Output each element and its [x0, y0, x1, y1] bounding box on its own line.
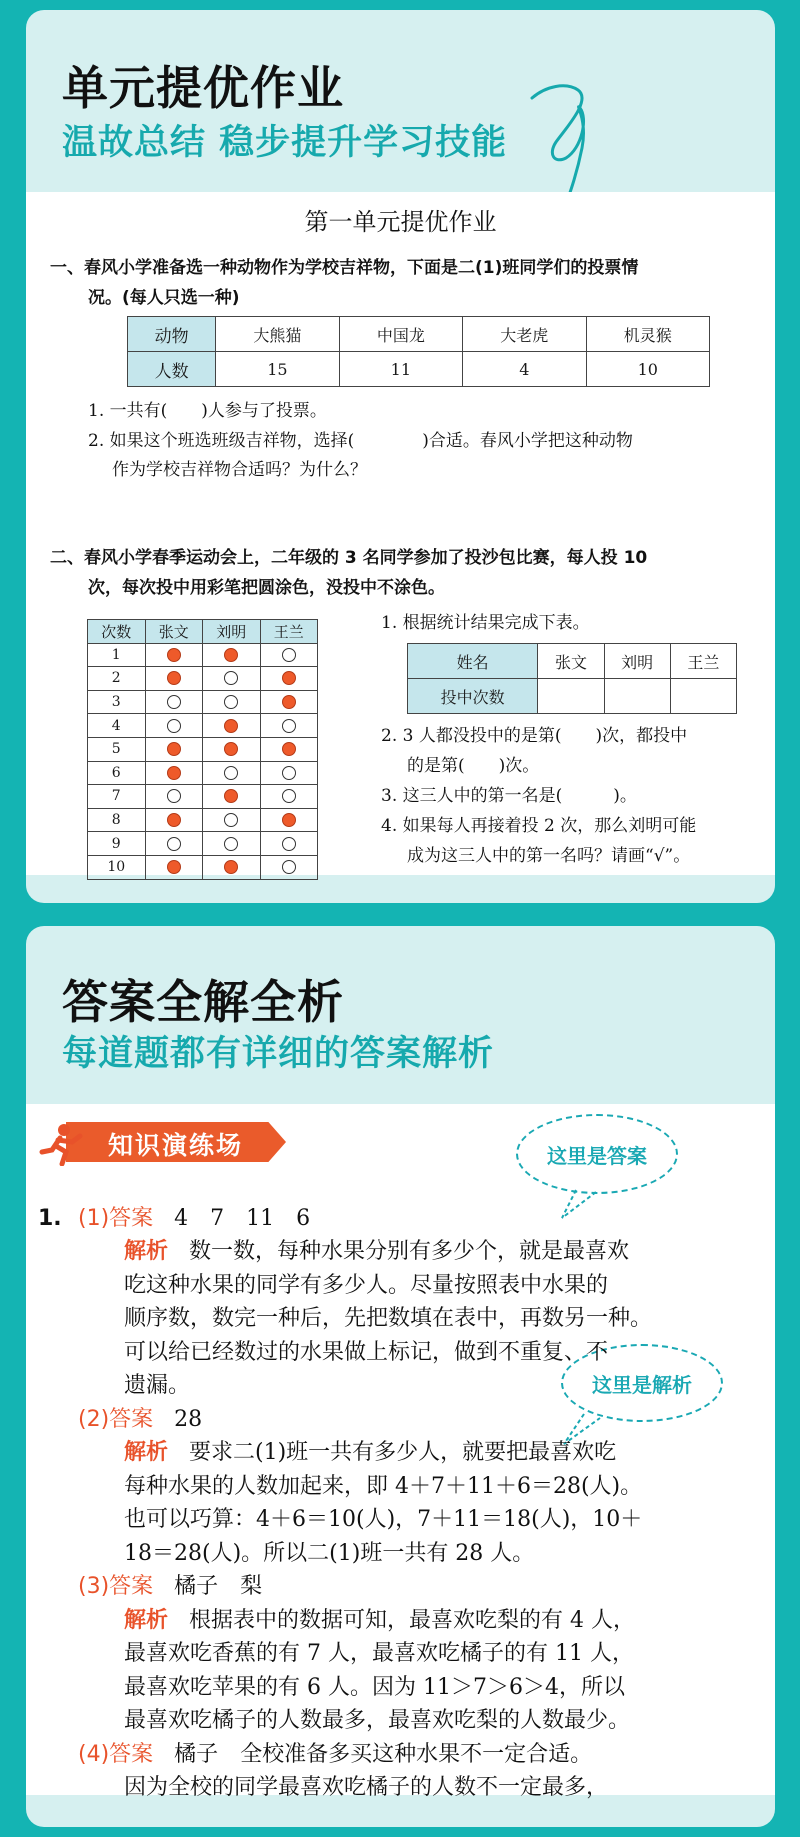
card-title: 单元提优作业 — [62, 61, 344, 115]
analysis-line: 最喜欢吃橘子的人数最多，最喜欢吃梨的人数最少。 — [124, 1708, 631, 1733]
miss-circle-icon — [224, 813, 238, 827]
analysis-line: 遗漏。 — [124, 1373, 191, 1398]
problem-number: 1. — [38, 1206, 62, 1231]
miss-circle-icon — [224, 837, 238, 851]
throw-mark-cell — [145, 690, 203, 714]
analysis-line: 也可以巧算：4＋6＝10(人)，7＋11＝18(人)，10＋ — [124, 1507, 643, 1532]
card-title: 答案全解全析 — [62, 975, 344, 1029]
analysis-line: 每种水果的人数加起来，即 4＋7＋11＋6＝28(人)。 — [124, 1474, 643, 1499]
throw-number-cell: 5 — [88, 737, 146, 761]
throw-mark-cell — [260, 832, 318, 856]
q1-line2: 况。(每人只选一种) — [88, 288, 240, 308]
throw-mark-cell — [203, 643, 261, 667]
miss-circle-icon — [167, 837, 181, 851]
result-name-cell: 张文 — [538, 644, 604, 679]
q1-sub2b: 作为学校吉祥物合适吗？为什么？ — [112, 460, 367, 480]
miss-circle-icon — [224, 695, 238, 709]
miss-circle-icon — [282, 648, 296, 662]
miss-circle-icon — [224, 671, 238, 685]
card-header — [26, 10, 775, 192]
throw-mark-cell — [203, 832, 261, 856]
hit-circle-icon — [167, 648, 181, 662]
throw-mark-cell — [145, 643, 203, 667]
throw-number-cell: 10 — [88, 855, 146, 879]
section-banner — [38, 1122, 298, 1162]
part2-analysis-row — [124, 1436, 616, 1470]
hit-circle-icon — [224, 742, 238, 756]
throw-number-cell: 6 — [88, 761, 146, 785]
throw-mark-cell — [203, 785, 261, 809]
hit-circle-icon — [224, 860, 238, 874]
vote-count-cell: 4 — [463, 352, 586, 387]
part1-label: (1)答案 — [78, 1206, 154, 1231]
miss-circle-icon — [282, 719, 296, 733]
analysis-line: 最喜欢吃苹果的有 6 人。因为 11＞7＞6＞4，所以 — [124, 1675, 625, 1700]
miss-circle-icon — [224, 766, 238, 780]
throw-row — [88, 714, 318, 738]
vote-count-cell: 15 — [216, 352, 339, 387]
throw-mark-cell — [145, 855, 203, 879]
throw-row — [88, 667, 318, 691]
card-unit-homework — [26, 10, 775, 903]
hit-circle-icon — [167, 742, 181, 756]
banner-label: 知识演练场 — [108, 1131, 244, 1160]
worksheet-paper — [26, 192, 775, 875]
throw-row — [88, 808, 318, 832]
part4-label: (4)答案 — [78, 1742, 154, 1767]
throw-header-cell: 次数 — [88, 620, 146, 644]
hit-circle-icon — [167, 813, 181, 827]
throw-mark-cell — [145, 714, 203, 738]
part3-answer-row — [78, 1570, 262, 1604]
throw-mark-cell — [203, 667, 261, 691]
vote-animal-cell: 大老虎 — [463, 317, 586, 352]
throw-row — [88, 643, 318, 667]
result-header-cell: 投中次数 — [408, 679, 538, 714]
analysis-label: 解析 — [124, 1608, 169, 1633]
card-answer-analysis — [26, 926, 775, 1827]
part2-answer-row — [78, 1403, 202, 1437]
throw-mark-cell — [203, 855, 261, 879]
q2-sub3: 3. 这三人中的第一名是( )。 — [381, 786, 637, 806]
throw-number-cell: 4 — [88, 714, 146, 738]
throw-number-cell: 3 — [88, 690, 146, 714]
throw-number-cell: 8 — [88, 808, 146, 832]
hit-circle-icon — [282, 813, 296, 827]
throw-mark-cell — [203, 737, 261, 761]
analysis-line: 可以给已经数过的水果做上标记，做到不重复、不 — [124, 1340, 609, 1365]
card-subtitle: 每道题都有详细的答案解析 — [62, 1034, 495, 1074]
miss-circle-icon — [282, 766, 296, 780]
throw-header-cell: 张文 — [145, 620, 203, 644]
throw-row — [88, 832, 318, 856]
throw-number-cell: 9 — [88, 832, 146, 856]
miss-circle-icon — [167, 695, 181, 709]
analysis-line: 要求二(1)班一共有多少人，就要把最喜欢吃 — [189, 1440, 617, 1465]
throw-mark-cell — [260, 643, 318, 667]
result-table — [407, 643, 737, 714]
analysis-label: 解析 — [124, 1440, 169, 1465]
analysis-line: 吃这种水果的同学有多少人。尽量按照表中水果的 — [124, 1273, 609, 1298]
card-subtitle: 温故总结 稳步提升学习技能 — [62, 123, 508, 163]
vote-animal-cell: 机灵猴 — [586, 317, 709, 352]
analysis-line: 因为全校的同学最喜欢吃橘子的人数不一定最多， — [124, 1775, 609, 1800]
throw-mark-cell — [260, 785, 318, 809]
throw-header-cell: 王兰 — [260, 620, 318, 644]
answer-paper — [26, 1104, 775, 1800]
throw-mark-cell — [203, 690, 261, 714]
q2-sub4a: 4. 如果每人再接着投 2 次，那么刘明可能 — [381, 816, 697, 836]
throw-mark-cell — [260, 667, 318, 691]
throw-mark-cell — [145, 808, 203, 832]
q1-sub1: 1. 一共有( )人参与了投票。 — [88, 401, 327, 421]
hit-circle-icon — [282, 695, 296, 709]
hit-circle-icon — [224, 648, 238, 662]
part1-answer: 4 7 11 6 — [174, 1206, 311, 1231]
throw-header-cell: 刘明 — [203, 620, 261, 644]
q1-sub2a: 2. 如果这个班选班级吉祥物，选择( )合适。春风小学把这种动物 — [88, 431, 633, 451]
throw-row — [88, 690, 318, 714]
hit-circle-icon — [167, 766, 181, 780]
throw-mark-cell — [203, 761, 261, 785]
answer-callout-text: 这里是答案 — [547, 1143, 647, 1168]
part2-answer: 28 — [174, 1407, 203, 1432]
q2-line1: 二、春风小学春季运动会上，二年级的 3 名同学参加了投沙包比赛，每人投 10 — [50, 548, 648, 568]
throw-row — [88, 785, 318, 809]
analysis-line: 数一数，每种水果分别有多少个，就是最喜欢 — [189, 1239, 630, 1264]
throw-mark-cell — [145, 761, 203, 785]
vote-count-cell: 10 — [586, 352, 709, 387]
throw-mark-cell — [260, 808, 318, 832]
throw-row — [88, 761, 318, 785]
throw-number-cell: 7 — [88, 785, 146, 809]
q2-sub2a: 2. 3 人都没投中的是第( )次，都投中 — [381, 726, 688, 746]
analysis-line: 根据表中的数据可知，最喜欢吃梨的有 4 人， — [189, 1608, 635, 1633]
q2-line2: 次，每次投中用彩笔把圆涂色，没投中不涂色。 — [88, 578, 445, 598]
throw-mark-cell — [145, 832, 203, 856]
analysis-line: 顺序数，数完一种后，先把数填在表中，再数另一种。 — [124, 1306, 653, 1331]
miss-circle-icon — [167, 719, 181, 733]
analysis-line: 18＝28(人)。所以二(1)班一共有 28 人。 — [124, 1541, 535, 1566]
part3-answer: 橘子 梨 — [174, 1574, 263, 1599]
vote-count-cell: 11 — [339, 352, 462, 387]
q2-sub2b: 的是第( )次。 — [407, 756, 540, 776]
part4-answer: 橘子 全校准备多买这种水果不一定合适。 — [174, 1742, 593, 1767]
throw-mark-cell — [260, 690, 318, 714]
q1-line1: 一、春风小学准备选一种动物作为学校吉祥物，下面是二(1)班同学们的投票情 — [50, 258, 639, 278]
q2-sub4b: 成为这三人中的第一名吗？请画“√”。 — [407, 846, 691, 866]
throw-mark-cell — [260, 714, 318, 738]
miss-circle-icon — [167, 789, 181, 803]
throw-mark-cell — [203, 808, 261, 832]
part1-analysis-row — [124, 1235, 629, 1269]
part2-label: (2)答案 — [78, 1407, 154, 1432]
throw-mark-cell — [203, 714, 261, 738]
result-blank-cell[interactable] — [538, 679, 604, 714]
throw-row — [88, 855, 318, 879]
hit-circle-icon — [282, 671, 296, 685]
miss-circle-icon — [282, 860, 296, 874]
result-name-cell: 刘明 — [604, 644, 670, 679]
throw-mark-cell — [145, 737, 203, 761]
vote-animal-cell: 大熊猫 — [216, 317, 339, 352]
hit-circle-icon — [167, 860, 181, 874]
hit-circle-icon — [224, 719, 238, 733]
result-blank-cell[interactable] — [604, 679, 670, 714]
throw-number-cell: 1 — [88, 643, 146, 667]
part3-analysis-row — [124, 1604, 635, 1638]
miss-circle-icon — [282, 789, 296, 803]
vote-header-cell: 人数 — [128, 352, 216, 387]
runner-icon — [38, 1122, 86, 1166]
bubble-tail-icon — [556, 1188, 606, 1222]
miss-circle-icon — [282, 837, 296, 851]
throw-mark-cell — [260, 737, 318, 761]
hit-circle-icon — [282, 742, 296, 756]
analysis-label: 解析 — [124, 1239, 169, 1264]
part3-label: (3)答案 — [78, 1574, 154, 1599]
throw-row — [88, 737, 318, 761]
worksheet-title: 第一单元提优作业 — [304, 208, 497, 236]
throw-mark-cell — [145, 785, 203, 809]
analysis-line: 最喜欢吃香蕉的有 7 人，最喜欢吃橘子的有 11 人， — [124, 1641, 634, 1666]
part4-answer-row — [78, 1738, 592, 1772]
hit-circle-icon — [167, 671, 181, 685]
answer-callout-bubble — [516, 1114, 678, 1194]
vote-table — [127, 316, 710, 387]
q2-sub1: 1. 根据统计结果完成下表。 — [381, 613, 590, 633]
throw-record-table — [87, 619, 318, 880]
throw-mark-cell — [260, 855, 318, 879]
part1-answer-row — [78, 1202, 310, 1236]
throw-number-cell: 2 — [88, 667, 146, 691]
result-name-cell: 王兰 — [670, 644, 736, 679]
result-header-cell: 姓名 — [408, 644, 538, 679]
throw-mark-cell — [260, 761, 318, 785]
card-header — [26, 926, 775, 1108]
vote-animal-cell: 中国龙 — [339, 317, 462, 352]
throw-mark-cell — [145, 667, 203, 691]
result-blank-cell[interactable] — [670, 679, 736, 714]
analysis-callout-text: 这里是解析 — [592, 1372, 692, 1397]
hit-circle-icon — [224, 789, 238, 803]
vote-header-cell: 动物 — [128, 317, 216, 352]
